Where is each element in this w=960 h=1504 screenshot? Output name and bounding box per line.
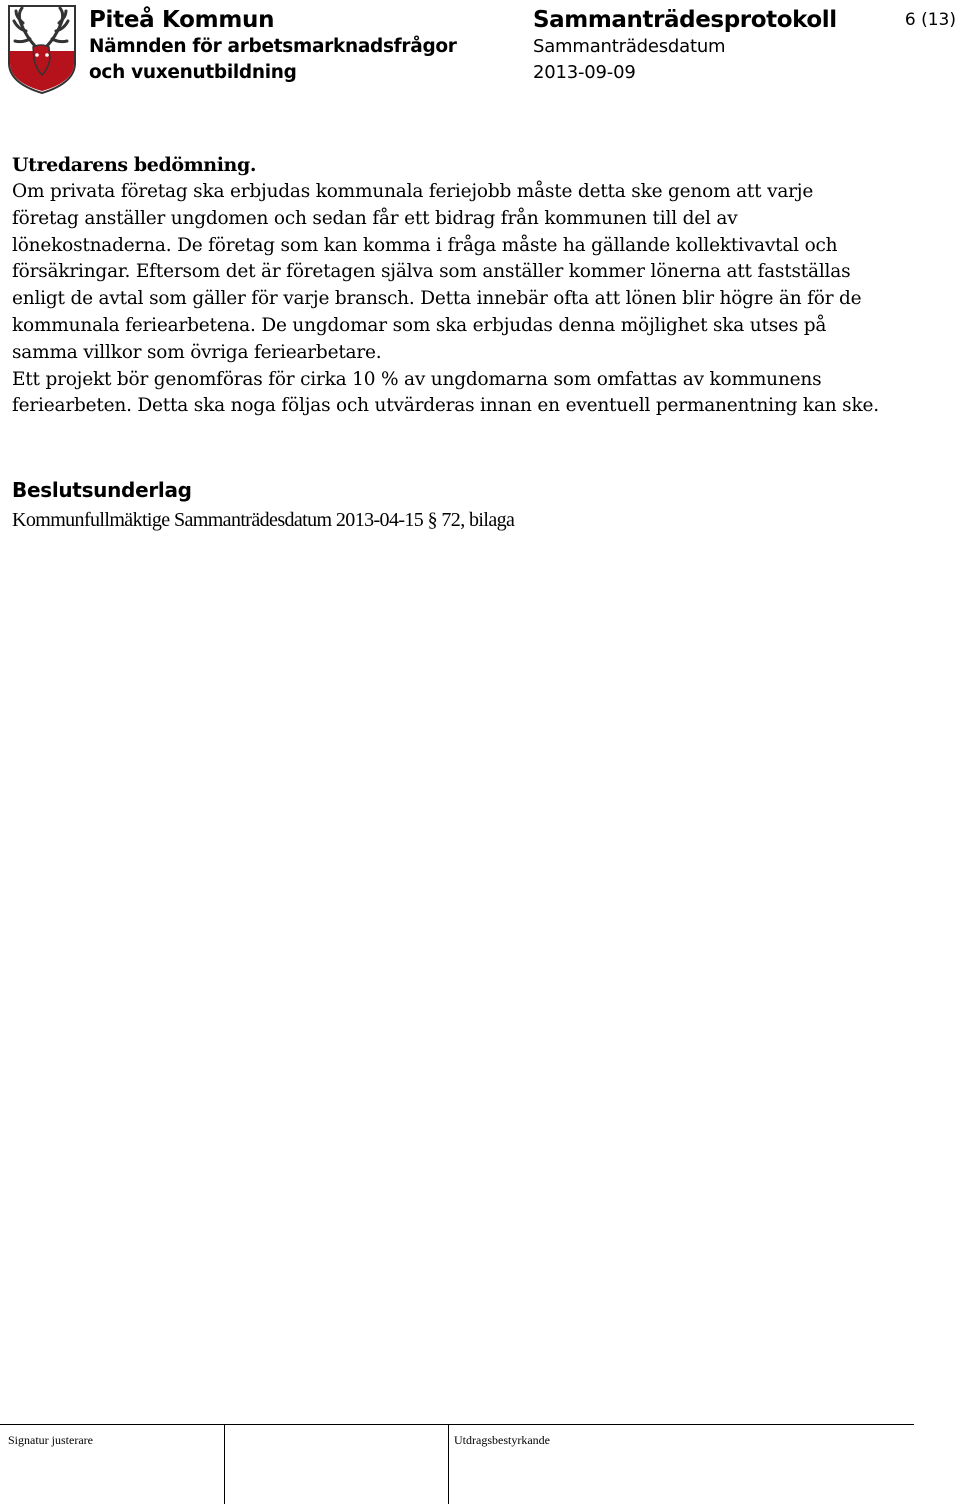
- body-line: Om privata företag ska erbjudas kommunala feriejobb måste detta ske genom att varje: [12, 181, 814, 202]
- body-line: samma villkor som övriga feriearbetare.: [12, 341, 382, 363]
- page-number: 6 (13): [904, 10, 956, 30]
- body-line: feriearbeten. Detta ska noga följas och utvärderas innan en eventuell permanentning kan ske.: [12, 395, 879, 417]
- decision-basis-text: Kommunfullmäktige Sammanträdesdatum 2013-04-15 § 72, bilaga: [12, 509, 515, 531]
- committee-name-line-1: Nämnden för arbetsmarknadsfrågor: [89, 36, 457, 57]
- body-line: företag anställer ungdomen och sedan får ett bidrag från kommunen till del av: [12, 207, 738, 229]
- footer-divider: [224, 1425, 225, 1504]
- body-line: kommunala feriearbetena. De ungdomar som ska erbjudas denna möjlighet ska utses på: [12, 314, 827, 336]
- decision-basis-title: Beslutsunderlag: [12, 478, 192, 502]
- decision-basis-section: [12, 476, 514, 534]
- body-line: enligt de avtal som gäller för varje bransch. Detta innebär ofta att lönen blir högre än för de: [12, 288, 862, 310]
- signature-label: Signatur justerare: [8, 1433, 93, 1447]
- footer-divider: [448, 1425, 449, 1504]
- signature-footer: [0, 1424, 914, 1504]
- assessment-title: Utredarens bedömning.: [12, 154, 257, 176]
- organisation-header: [89, 6, 457, 86]
- extract-certification-label: Utdragsbestyrkande: [454, 1433, 550, 1447]
- body-line: försäkringar. Eftersom det är företagen själva som anställer kommer lönerna att fastställas: [12, 261, 851, 283]
- reindeer-coat-of-arms-icon: [6, 3, 78, 95]
- assessment-section: [12, 152, 912, 420]
- coat-of-arms-logo: [6, 3, 78, 95]
- document-header: [533, 6, 837, 86]
- body-line: lönekostnaderna. De företag som kan komma i fråga måste ha gällande kollektivavtal och: [12, 234, 838, 256]
- document-type: Sammanträdesprotokoll: [533, 7, 837, 33]
- org-name: Piteå Kommun: [89, 7, 275, 33]
- meeting-date-value: 2013-09-09: [533, 62, 636, 83]
- committee-name-line-2: och vuxenutbildning: [89, 62, 297, 83]
- meeting-date-label: Sammanträdesdatum: [533, 36, 726, 57]
- body-line: Ett projekt bör genomföras för cirka 10 % av ungdomarna som omfattas av kommunens: [12, 368, 822, 390]
